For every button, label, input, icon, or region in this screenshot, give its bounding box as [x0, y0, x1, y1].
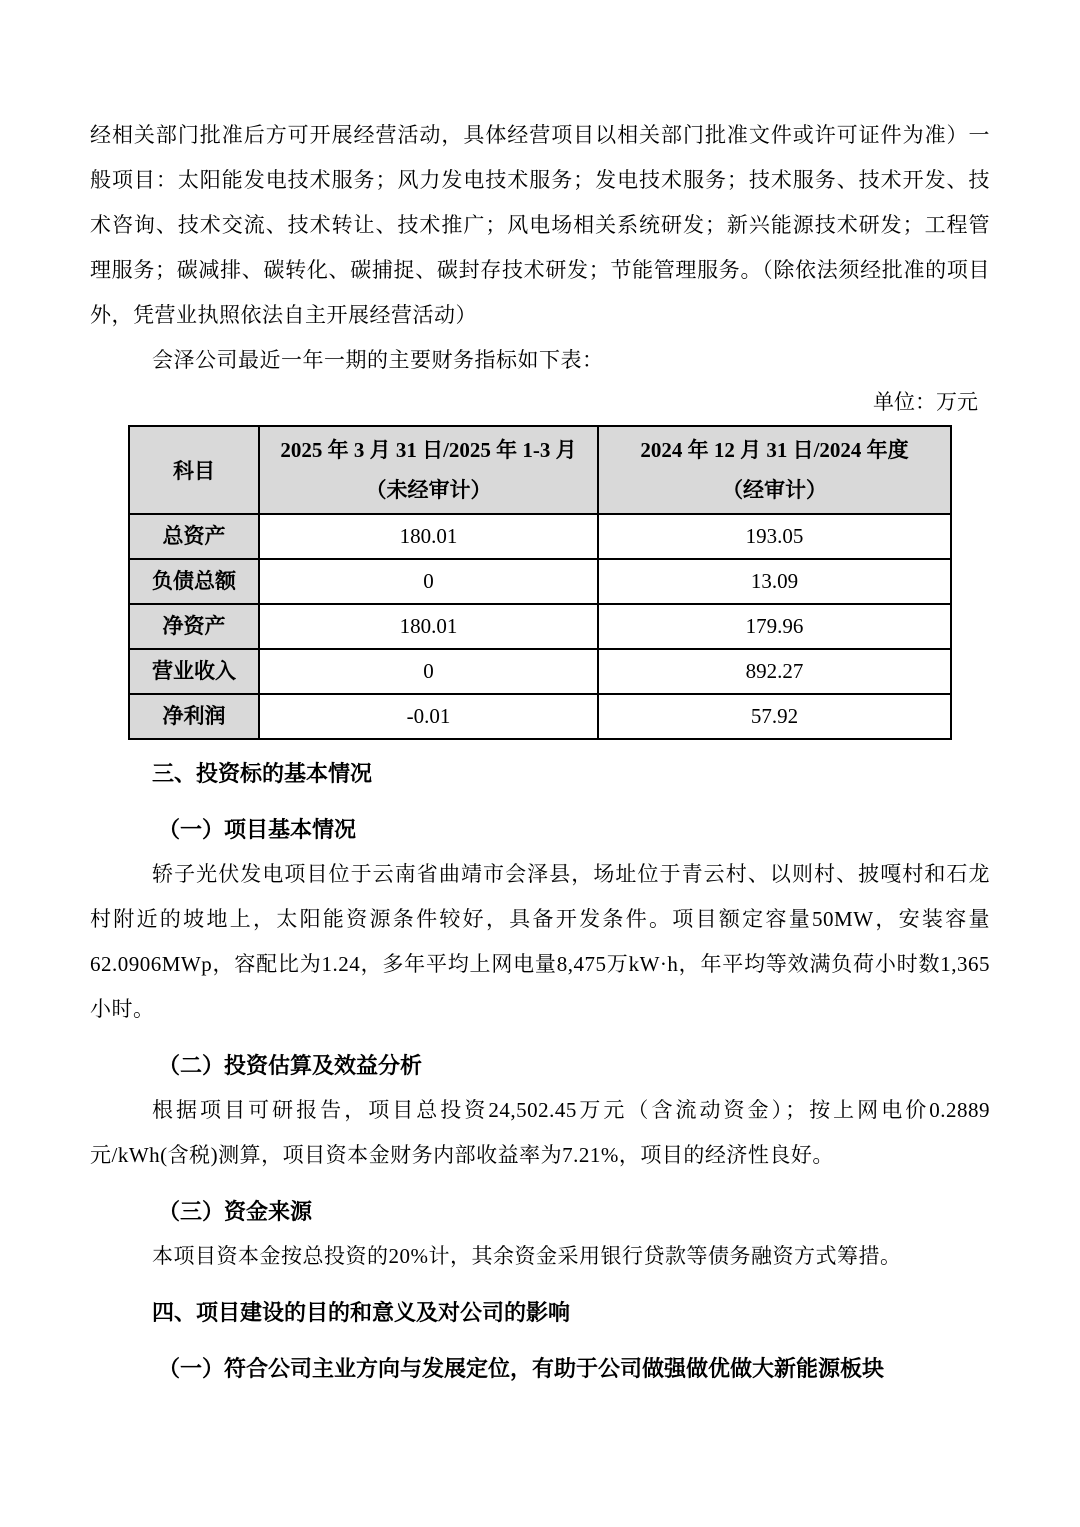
financial-indicators-table	[128, 425, 952, 740]
row-label-operating-revenue: 营业收入	[129, 649, 259, 694]
total-liabilities-2024: 13.09	[598, 559, 951, 604]
row-label-total-liabilities: 负债总额	[129, 559, 259, 604]
table-header-period-2025-date: 2025 年 3 月 31 日/2025 年 1-3 月	[280, 438, 577, 462]
table-header-period-2024	[598, 426, 951, 514]
net-assets-2024: 179.96	[598, 604, 951, 649]
unit-note: 单位：万元	[873, 390, 978, 414]
table-header-subject: 科目	[129, 426, 259, 514]
section-4-1-title: （一）符合公司主业方向与发展定位，有助于公司做强做优做大新能源板块	[158, 1356, 885, 1381]
section-3-2-paragraph: 根据项目可研报告，项目总投资24,502.45万元（含流动资金）；按上网电价0.2889元/kWh(含税)测算，项目资本金财务内部收益率为7.21%，项目的经济性良好。	[90, 1098, 990, 1167]
total-liabilities-2025: 0	[259, 559, 598, 604]
section-3-1-title: （一）项目基本情况	[158, 817, 357, 842]
table-header-period-2024-date: 2024 年 12 月 31 日/2024 年度	[640, 438, 909, 462]
table-row	[129, 604, 951, 649]
table-row	[129, 559, 951, 604]
table-header-period-2024-audit: （经审计）	[722, 478, 827, 502]
section-3-3-paragraph: 本项目资本金按总投资的20%计，其余资金采用银行贷款等债务融资方式筹措。	[152, 1244, 902, 1268]
business-scope-paragraph: 经相关部门批准后方可开展经营活动，具体经营项目以相关部门批准文件或许可证件为准）一般项目：太阳能发电技术服务；风力发电技术服务；发电技术服务；技术服务、技术开发、技术咨询、技术交流、技术转让、技术推广；风电场相关系统研发；新兴能源技术研发；工程管理服务；碳减排、碳转化、碳捕捉、碳封存技术研发；节能管理服务。（除依法须经批准的项目外，凭营业执照依法自主开展经营活动）	[90, 123, 990, 327]
section-4-title: 四、项目建设的目的和意义及对公司的影响	[152, 1300, 571, 1325]
row-label-net-profit: 净利润	[129, 694, 259, 739]
section-3-3-title: （三）资金来源	[158, 1199, 313, 1224]
table-row	[129, 694, 951, 739]
row-label-net-assets: 净资产	[129, 604, 259, 649]
table-row	[129, 649, 951, 694]
operating-revenue-2024: 892.27	[598, 649, 951, 694]
table-header-period-2025-audit: （未经审计）	[365, 478, 492, 502]
net-profit-2024: 57.92	[598, 694, 951, 739]
section-3-1-paragraph: 轿子光伏发电项目位于云南省曲靖市会泽县，场址位于青云村、以则村、披嘎村和石龙村附近的坡地上，太阳能资源条件较好，具备开发条件。项目额定容量50MW，安装容量62.0906MWp，容配比为1.24，多年平均上网电量8,475万kW·h，年平均等效满负荷小时数1,365小时。	[90, 862, 990, 1021]
net-profit-2025: -0.01	[259, 694, 598, 739]
row-label-total-assets: 总资产	[129, 514, 259, 559]
table-header-period-2025	[259, 426, 598, 514]
table-row	[129, 514, 951, 559]
total-assets-2025: 180.01	[259, 514, 598, 559]
total-assets-2024: 193.05	[598, 514, 951, 559]
operating-revenue-2025: 0	[259, 649, 598, 694]
table-intro-paragraph: 会泽公司最近一年一期的主要财务指标如下表：	[152, 348, 604, 372]
net-assets-2025: 180.01	[259, 604, 598, 649]
section-3-title: 三、投资标的基本情况	[152, 761, 373, 786]
table-header-row	[129, 426, 951, 514]
section-3-2-title: （二）投资估算及效益分析	[158, 1053, 423, 1078]
